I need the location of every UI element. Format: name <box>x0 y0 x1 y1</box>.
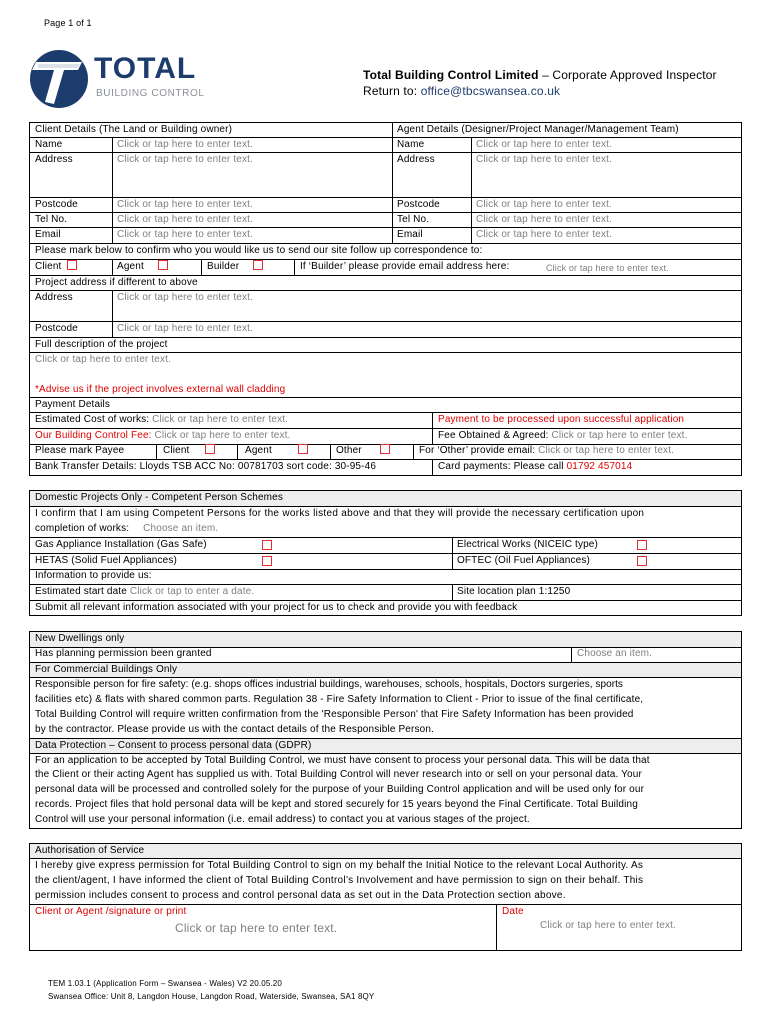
oftec-label: OFTEC (Oil Fuel Appliances) <box>457 555 590 566</box>
competent-confirm-line-2 <box>35 522 218 536</box>
competent-confirm-line-1: I confirm that I am using Competent Persons for the works listed above and that they will provide the necessary certification upon <box>35 508 645 519</box>
company-name: Total Building Control Limited <box>363 68 539 82</box>
oftec-checkbox[interactable] <box>637 556 647 566</box>
gdpr-heading: Data Protection – Consent to process personal data (GDPR) <box>35 740 312 751</box>
gdpr-line-5: Control will use your personal information (i.e. email address) to contact you at various stages of the project. <box>35 814 530 825</box>
gdpr-line-1: For an application to be accepted by Total Building Control, we must have consent to process your personal data. This will be data that <box>35 755 650 766</box>
project-address-label: Address <box>35 292 73 303</box>
client-address-field[interactable]: Click or tap here to enter text. <box>117 154 253 165</box>
description-heading: Full description of the project <box>35 339 168 350</box>
completion-label: completion of works: <box>35 523 130 534</box>
agent-details-heading: Agent Details (Designer/Project Manager/Management Team) <box>397 124 679 135</box>
authorisation-heading: Authorisation of Service <box>35 845 145 856</box>
agent-name-label: Name <box>397 139 425 150</box>
checkbox-icon[interactable] <box>67 260 77 270</box>
correspondence-agent-label: Agent <box>117 261 144 272</box>
project-postcode-field[interactable]: Click or tap here to enter text. <box>117 323 253 334</box>
correspondence-agent-option[interactable] <box>117 260 168 274</box>
client-postcode-label: Postcode <box>35 199 78 210</box>
return-email-link[interactable]: office@tbcswansea.co.uk <box>420 84 561 98</box>
page-number: Page 1 of 1 <box>44 18 92 28</box>
payment-processed-note: Payment to be processed upon successful application <box>438 414 685 425</box>
fee-obtained <box>438 429 688 443</box>
domestic-heading: Domestic Projects Only - Competent Person Schemes <box>35 492 283 503</box>
cladding-note: *Advise us if the project involves external wall cladding <box>35 384 286 395</box>
electrical-label: Electrical Works (NICEIC type) <box>457 539 599 550</box>
site-plan-label: Site location plan 1:1250 <box>457 586 571 597</box>
fire-safety-line-4: by the contractor. Please provide us with the contact details of the Responsible Person. <box>35 724 434 735</box>
hetas-checkbox[interactable] <box>262 556 272 566</box>
start-date-picker[interactable]: Click or tap to enter a date. <box>129 586 255 597</box>
info-heading: Information to provide us: <box>35 570 152 581</box>
payee-client-option[interactable] <box>163 444 215 458</box>
client-tel-label: Tel No. <box>35 214 68 225</box>
card-label: Card payments: Please call <box>438 461 567 472</box>
completion-dropdown[interactable]: Choose an item. <box>143 523 219 534</box>
footer-template-ref: TEM 1.03.1 (Application Form – Swansea - Wales) V2 20.05.20 <box>48 979 282 988</box>
checkbox-icon[interactable] <box>205 444 215 454</box>
fee-obtained-label: Fee Obtained & Agreed: <box>438 430 552 441</box>
cost-field[interactable]: Click or tap here to enter text. <box>152 414 289 425</box>
client-email-field[interactable]: Click or tap here to enter text. <box>117 229 253 240</box>
logo-subtitle: BUILDING CONTROL <box>96 88 205 99</box>
card-payments <box>438 460 632 474</box>
correspondence-prompt: Please mark below to confirm who you would like us to send our site follow up correspondence to: <box>35 245 483 256</box>
gdpr-line-3: personal data will be processed and controlled solely for the purpose of your Building Control application and will be used only for our <box>35 784 645 795</box>
project-address-heading: Project address if different to above <box>35 277 198 288</box>
client-details-heading: Client Details (The Land or Building owner) <box>35 124 233 135</box>
agent-postcode-label: Postcode <box>397 199 440 210</box>
cost-label: Estimated Cost of works: <box>35 414 153 425</box>
logo-wordmark: TOTAL <box>94 52 197 85</box>
builder-email-field[interactable]: Click or tap here to enter text. <box>546 263 669 273</box>
authorisation-line-1: I hereby give express permission for Total Building Control to sign on my behalf the Initial Notice to the relevant Local Authority. As <box>35 860 644 871</box>
payee-agent-option[interactable] <box>245 444 308 458</box>
date-label: Date <box>502 906 524 917</box>
project-postcode-label: Postcode <box>35 323 78 334</box>
project-address-field[interactable]: Click or tap here to enter text. <box>117 292 253 303</box>
fire-safety-line-2: facilities etc) & flats with shared common parts. Regulation 38 - Fire Safety Information to Client - Prior to issue of the final certificate, <box>35 694 644 705</box>
correspondence-builder-option[interactable] <box>207 260 263 274</box>
client-email-label: Email <box>35 229 61 240</box>
client-name-label: Name <box>35 139 63 150</box>
building-control-fee <box>35 429 291 443</box>
client-name-field[interactable]: Click or tap here to enter text. <box>117 139 253 150</box>
client-address-label: Address <box>35 154 73 165</box>
start-date-label: Estimated start date <box>35 586 130 597</box>
agent-email-field[interactable]: Click or tap here to enter text. <box>476 229 612 240</box>
commercial-heading: For Commercial Buildings Only <box>35 664 178 675</box>
gas-safe-checkbox[interactable] <box>262 540 272 550</box>
checkbox-icon[interactable] <box>380 444 390 454</box>
planning-permission-dropdown[interactable]: Choose an item. <box>577 648 653 659</box>
fee-field[interactable]: Click or tap here to enter text. <box>154 430 291 441</box>
gdpr-line-2: the Client or their acting Agent has supplied us with. Total Building Control will never research into or sell on your personal data. Your <box>35 769 642 780</box>
other-email-field[interactable]: Click or tap here to enter text. <box>538 445 675 456</box>
payee-label: Please mark Payee <box>35 445 125 456</box>
client-tel-field[interactable]: Click or tap here to enter text. <box>117 214 253 225</box>
payee-client-label: Client <box>163 445 190 456</box>
planning-permission-label: Has planning permission been granted <box>35 648 212 659</box>
hetas-label: HETAS (Solid Fuel Appliances) <box>35 555 178 566</box>
new-dwellings-heading: New Dwellings only <box>35 633 125 644</box>
fee-label: Our Building Control Fee: <box>35 430 155 441</box>
signature-label: Client or Agent /signature or print <box>35 906 187 917</box>
agent-postcode-field[interactable]: Click or tap here to enter text. <box>476 199 612 210</box>
agent-address-label: Address <box>397 154 435 165</box>
agent-name-field[interactable]: Click or tap here to enter text. <box>476 139 612 150</box>
other-email <box>419 444 674 458</box>
fire-safety-line-3: Total Building Control will require written confirmation from the 'Responsible Person' that Fire Safety Information has been provided <box>35 709 634 720</box>
gas-safe-label: Gas Appliance Installation (Gas Safe) <box>35 539 207 550</box>
company-heading <box>363 67 717 83</box>
fee-obtained-field[interactable]: Click or tap here to enter text. <box>551 430 688 441</box>
company-role: – Corporate Approved Inspector <box>538 68 717 82</box>
gdpr-line-4: records. Project files that hold personal data will be kept and stored securely for 15 years beyond the Final Certificate. Total Building <box>35 799 638 810</box>
correspondence-client-option[interactable] <box>35 260 77 274</box>
start-date <box>35 585 254 599</box>
description-field[interactable]: Click or tap here to enter text. <box>35 354 171 365</box>
company-logo <box>28 48 208 110</box>
checkbox-icon[interactable] <box>158 260 168 270</box>
agent-tel-field[interactable]: Click or tap here to enter text. <box>476 214 612 225</box>
payment-heading: Payment Details <box>35 399 111 410</box>
correspondence-client-label: Client <box>35 261 62 272</box>
correspondence-builder-label: Builder <box>207 261 240 272</box>
electrical-checkbox[interactable] <box>637 540 647 550</box>
builder-email-label: If ‘Builder’ please provide email address here: <box>300 261 510 272</box>
signature-field[interactable]: Click or tap here to enter text. <box>175 921 338 935</box>
payee-other-label: Other <box>336 445 362 456</box>
authorisation-line-2: the client/agent, I have informed the client of Total Building Control’s Involvement and have permission to sign on their behalf. This <box>35 875 644 886</box>
agent-address-field[interactable]: Click or tap here to enter text. <box>476 154 612 165</box>
client-postcode-field[interactable]: Click or tap here to enter text. <box>117 199 253 210</box>
date-field[interactable]: Click or tap here to enter text. <box>540 920 676 931</box>
fire-safety-line-1: Responsible person for fire safety: (e.g. shops offices industrial buildings, warehouses, schools, hospitals, Doctors surgeries, sports <box>35 679 623 690</box>
agent-tel-label: Tel No. <box>397 214 430 225</box>
checkbox-icon[interactable] <box>298 444 308 454</box>
return-line <box>363 83 560 99</box>
bank-transfer-details: Bank Transfer Details: Lloyds TSB ACC No: 00781703 sort code: 30-95-46 <box>35 461 377 472</box>
return-label: Return to: <box>363 84 421 98</box>
card-phone: 01792 457014 <box>566 461 633 472</box>
cost-of-works <box>35 413 288 427</box>
payee-other-option[interactable] <box>336 444 390 458</box>
submit-info-note: Submit all relevant information associated with your project for us to check and provide you with feedback <box>35 602 518 613</box>
agent-email-label: Email <box>397 229 423 240</box>
other-email-label: For ‘Other’ provide email: <box>419 445 539 456</box>
authorisation-line-3: permission includes consent to process and control personal data as set out in the Data Protection section above. <box>35 890 566 901</box>
payee-agent-label: Agent <box>245 445 272 456</box>
checkbox-icon[interactable] <box>253 260 263 270</box>
footer-office-address: Swansea Office: Unit 8, Langdon House, Langdon Road, Waterside, Swansea, SA1 8QY <box>48 992 375 1001</box>
